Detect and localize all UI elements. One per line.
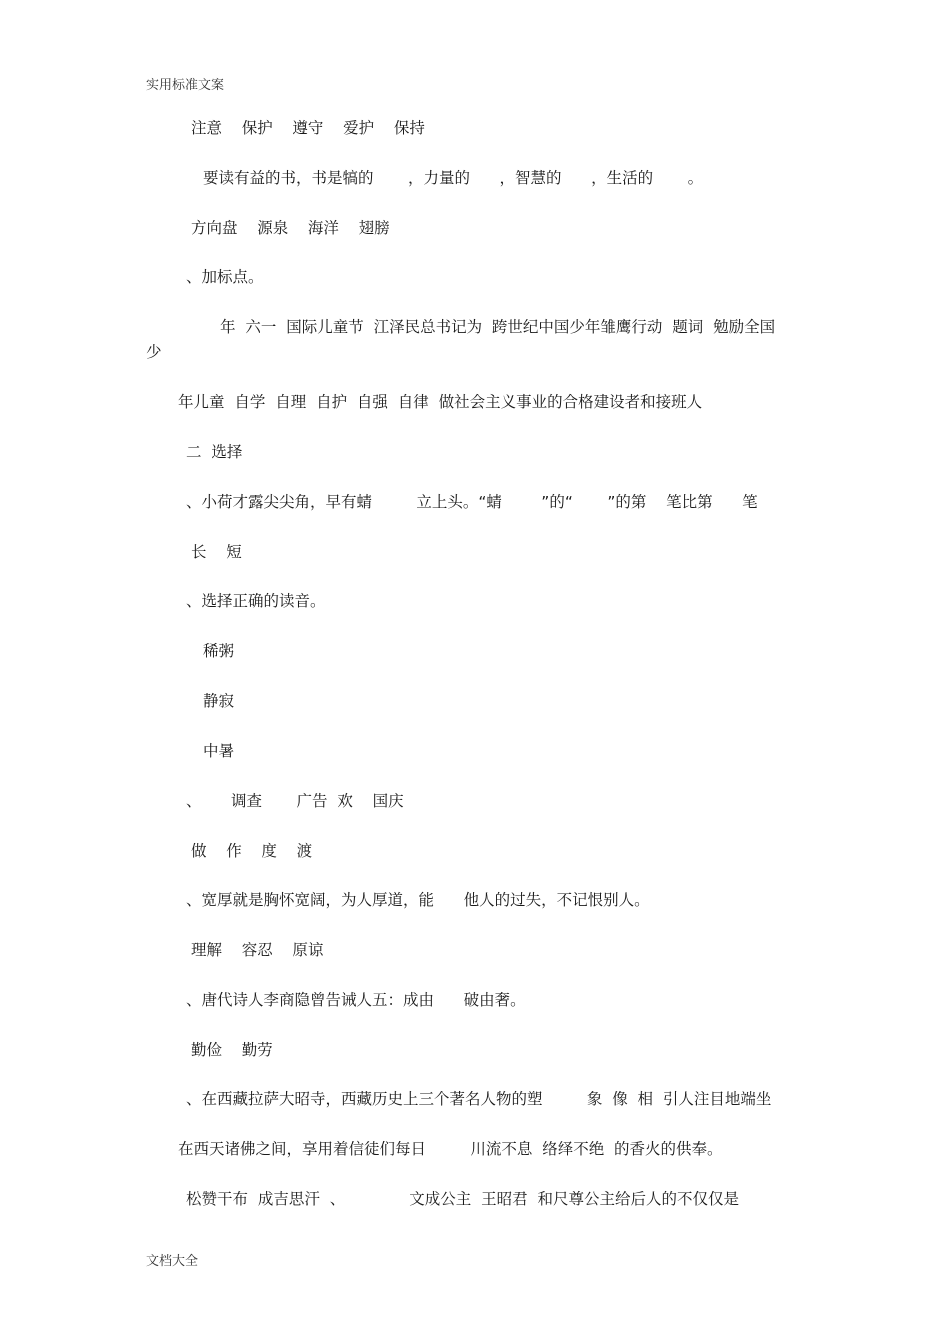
text-line: 勤俭 勤劳: [191, 1041, 273, 1059]
text-line: 、加标点。: [186, 268, 264, 286]
text-line: 、在西藏拉萨大昭寺，西藏历史上三个著名人物的塑 象 像 相 引人注目地端坐: [186, 1090, 772, 1108]
text-line: 年儿童 自学 自理 自护 自强 自律 做社会主义事业的合格建设者和接班人: [178, 393, 703, 411]
text-line: 长 短: [191, 543, 242, 561]
page-header: 实用标准文案: [146, 78, 225, 93]
text-line: 方向盘 源泉 海洋 翅膀: [191, 219, 390, 237]
text-line: 静寂: [203, 692, 235, 710]
text-line: 、唐代诗人李商隐曾告诫人五：成由 破由奢。: [186, 991, 526, 1009]
section-heading: 二 选择: [186, 443, 243, 461]
text-line: 理解 容忍 原谅: [191, 941, 324, 959]
text-line: 、选择正确的读音。: [186, 592, 326, 610]
text-line: 、 调查 广告 欢 国庆: [186, 792, 404, 810]
text-line: 年 六一 国际儿童节 江泽民总书记为 跨世纪中国少年雏鹰行动 题词 勉励全国: [220, 318, 776, 336]
page-footer: 文档大全: [146, 1254, 199, 1269]
text-line: 注意 保护 遵守 爱护 保持: [191, 119, 425, 137]
text-line: 要读有益的书，书是犒的 ，力量的 ，智慧的 ，生活的 。: [203, 169, 704, 187]
text-line: 中暑: [203, 742, 235, 760]
text-line: 少: [146, 343, 162, 361]
text-line: 稀粥: [203, 642, 235, 660]
text-line: 、小荷才露尖尖角，早有蜻 立上头。“蜻 ”的“ ”的第 笔比第 笔: [186, 493, 758, 511]
text-line: 松赞干布 成吉思汗 、 文成公主 王昭君 和尺尊公主给后人的不仅仅是: [186, 1190, 739, 1208]
text-line: 、宽厚就是胸怀宽阔，为人厚道，能 他人的过失，不记恨别人。: [186, 891, 650, 909]
text-line: 在西天诸佛之间，享用着信徒们每日 川流不息 络绎不绝 的香火的供奉。: [178, 1140, 723, 1158]
text-line: 做 作 度 渡: [191, 842, 313, 860]
